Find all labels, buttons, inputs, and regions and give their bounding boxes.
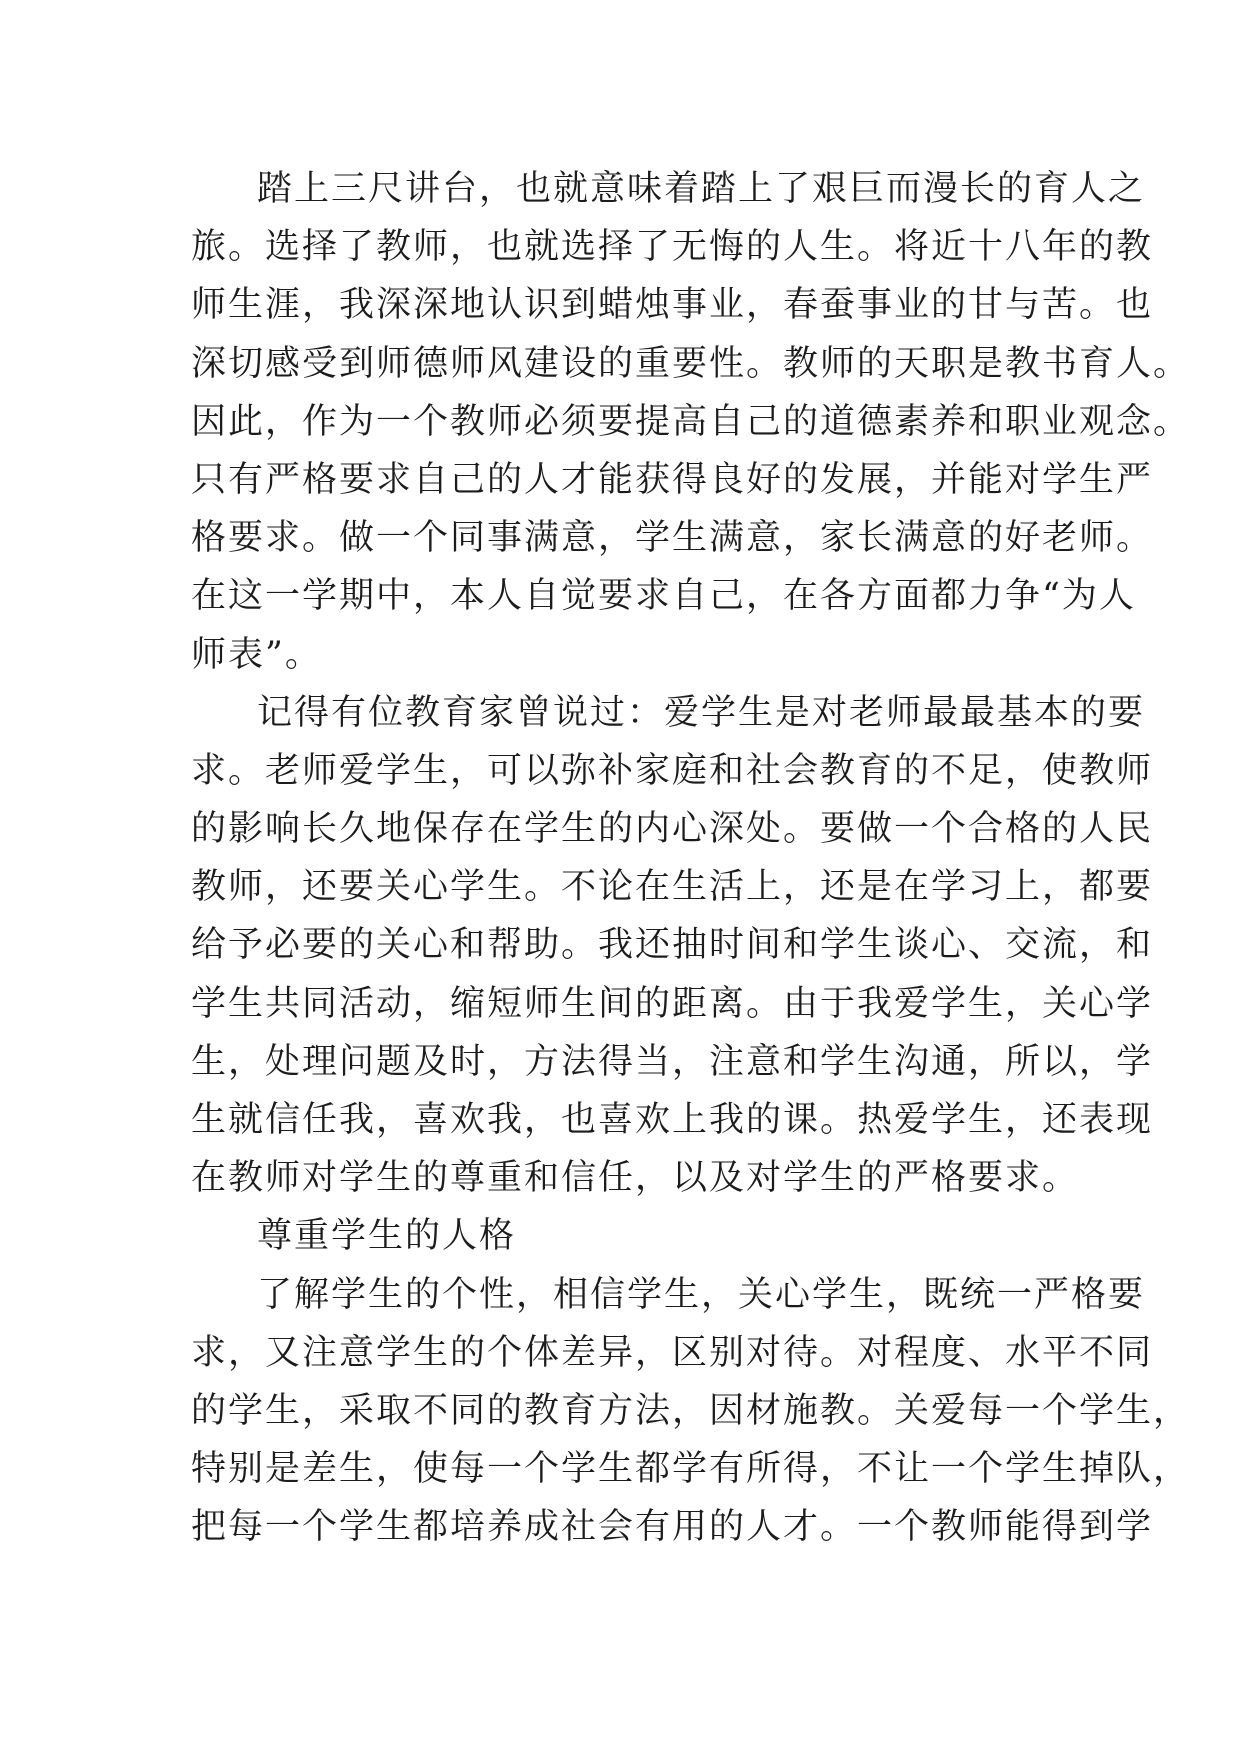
text-line: 在教师对学生的尊重和信任，以及对学生的严格要求。 bbox=[191, 1158, 1080, 1199]
text-line: 求。老师爱学生，可以弥补家庭和社会教育的不足，使教师 bbox=[191, 750, 1154, 791]
document-body bbox=[191, 160, 1191, 1557]
text-line: 师表”。 bbox=[191, 634, 322, 675]
text-line: 特别是差生，使每一个学生都学有所得，不让一个学生掉队， bbox=[191, 1449, 1191, 1490]
text-line: 格要求。做一个同事满意，学生满意，家长满意的好老师。 bbox=[191, 518, 1154, 559]
text-line: 了解学生的个性，相信学生，关心学生，既统一严格要 bbox=[257, 1274, 1146, 1315]
text-line: 记得有位教育家曾说过：爱学生是对老师最最基本的要 bbox=[257, 692, 1146, 733]
text-line: 踏上三尺讲台，也就意味着踏上了艰巨而漫长的育人之 bbox=[257, 169, 1146, 209]
text-line: 把每一个学生都培养成社会有用的人才。一个教师能得到学 bbox=[191, 1507, 1154, 1548]
text-line: 的学生，采取不同的教育方法，因材施教。关爱每一个学生， bbox=[191, 1390, 1191, 1431]
text-line: 学生共同活动，缩短师生间的距离。由于我爱学生，关心学 bbox=[191, 983, 1154, 1024]
text-line: 求，又注意学生的个体差异，区别对待。对程度、水平不同 bbox=[191, 1332, 1154, 1373]
text-line: 师生涯，我深深地认识到蜡烛事业，春蚕事业的甘与苦。也 bbox=[191, 285, 1154, 326]
text-line: 生就信任我，喜欢我，也喜欢上我的课。热爱学生，还表现 bbox=[191, 1100, 1154, 1140]
text-line: 的影响长久地保存在学生的内心深处。要做一个合格的人民 bbox=[191, 809, 1154, 850]
text-line: 因此，作为一个教师必须要提高自己的道德素养和职业观念。 bbox=[191, 401, 1191, 442]
text-line: 在这一学期中，本人自觉要求自己，在各方面都力争“为人 bbox=[191, 576, 1136, 617]
text-line: 尊重学生的人格 bbox=[257, 1216, 517, 1257]
text-line: 生，处理问题及时，方法得当，注意和学生沟通，所以，学 bbox=[191, 1041, 1154, 1082]
text-line: 教师，还要关心学生。不论在生活上，还是在学习上，都要 bbox=[191, 867, 1154, 908]
text-line: 只有严格要求自己的人才能获得良好的发展，并能对学生严 bbox=[191, 459, 1154, 500]
text-line: 深切感受到师德师风建设的重要性。教师的天职是教书育人。 bbox=[191, 343, 1191, 384]
text-line: 给予必要的关心和帮助。我还抽时间和学生谈心、交流，和 bbox=[191, 925, 1154, 966]
text-line: 旅。选择了教师，也就选择了无悔的人生。将近十八年的教 bbox=[191, 227, 1154, 268]
